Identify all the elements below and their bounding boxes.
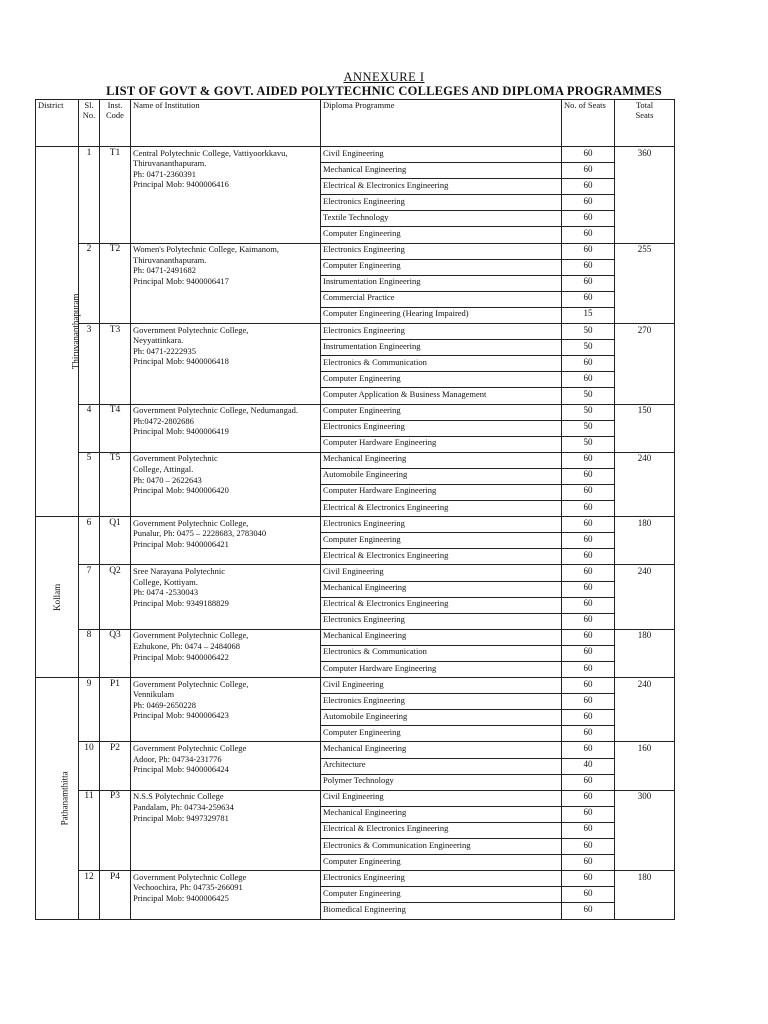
header-total-line1: Total <box>635 100 654 110</box>
programme-cell: Electronics Engineering <box>321 871 562 887</box>
inst-code-cell: T1 <box>100 147 131 244</box>
programme-cell: Civil Engineering <box>321 678 562 694</box>
sl-no-cell: 10 <box>79 742 100 790</box>
institution-cell <box>131 742 321 790</box>
programme-cell: Computer Hardware Engineering <box>321 662 562 678</box>
programme-cell: Mechanical Engineering <box>321 163 562 179</box>
programme-cell: Automobile Engineering <box>321 710 562 726</box>
inst-code-cell: T5 <box>100 452 131 516</box>
programme-cell: Computer Engineering <box>321 227 562 243</box>
institution-line: Government Polytechnic <box>133 453 218 464</box>
seats-cell: 15 <box>562 307 615 323</box>
district-name: Kollam <box>51 583 62 611</box>
institution-cell <box>131 565 321 629</box>
sl-no-cell: 2 <box>79 243 100 323</box>
programme-cell: Computer Engineering <box>321 887 562 903</box>
table-body <box>36 147 675 920</box>
seats-cell: 60 <box>562 501 615 517</box>
programme-cell: Computer Engineering <box>321 855 562 871</box>
inst-code-cell: P3 <box>100 790 131 870</box>
total-seats-cell: 160 <box>615 742 675 790</box>
institution-line: Vechoochira, Ph: 04735-266091 <box>133 882 243 893</box>
inst-code-cell: P1 <box>100 678 131 742</box>
seats-cell: 60 <box>562 597 615 613</box>
seats-cell: 60 <box>562 678 615 694</box>
programme-cell: Mechanical Engineering <box>321 629 562 645</box>
seats-cell: 60 <box>562 517 615 533</box>
header-institution: Name of Institution <box>131 100 321 147</box>
institution-line: Ph: 0469-2650228 <box>133 699 197 710</box>
institution-line: Women's Polytechnic College, Kaimanom, <box>133 244 280 255</box>
institution-line: Government Polytechnic College <box>133 742 247 753</box>
institution-line: Government Polytechnic College, <box>133 678 249 689</box>
programme-cell: Electrical & Electronics Engineering <box>321 549 562 565</box>
total-seats-cell: 180 <box>615 517 675 565</box>
seats-cell: 60 <box>562 645 615 661</box>
institution-cell <box>131 452 321 516</box>
total-seats-cell: 240 <box>615 452 675 516</box>
programme-cell: Electronics Engineering <box>321 517 562 533</box>
header-code-line1: Inst. <box>107 100 123 110</box>
programme-cell: Polymer Technology <box>321 774 562 790</box>
seats-cell: 60 <box>562 871 615 887</box>
programme-cell: Civil Engineering <box>321 790 562 806</box>
institution-line: Sree Narayana Polytechnic <box>133 565 226 576</box>
seats-cell: 60 <box>562 195 615 211</box>
programme-cell: Electronics Engineering <box>321 694 562 710</box>
total-seats-cell: 360 <box>615 147 675 244</box>
total-seats-cell: 300 <box>615 790 675 870</box>
seats-cell: 60 <box>562 163 615 179</box>
institution-line: Principal Mob: 9400006417 <box>133 275 229 286</box>
institution-line: Central Polytechnic College, Vattiyoorkkavu, <box>133 147 288 158</box>
seats-cell: 50 <box>562 388 615 404</box>
institution-line: Government Polytechnic College, <box>133 630 249 641</box>
sl-no-cell: 3 <box>79 324 100 404</box>
header-total-seats <box>615 100 675 147</box>
district-cell <box>36 147 79 517</box>
institution-cell <box>131 790 321 870</box>
institution-line: Ph: 0471-2491682 <box>133 265 197 276</box>
institution-line: Ph: 0471-2360391 <box>133 168 197 179</box>
seats-cell: 60 <box>562 291 615 307</box>
header-code-line2: Code <box>106 110 124 121</box>
programme-cell: Electrical & Electronics Engineering <box>321 501 562 517</box>
seats-cell: 60 <box>562 903 615 919</box>
institution-line: Neyyattinkara. <box>133 335 184 346</box>
header-sl-no <box>79 100 100 147</box>
programme-cell: Mechanical Engineering <box>321 806 562 822</box>
inst-code-cell: P2 <box>100 742 131 790</box>
seats-cell: 50 <box>562 324 615 340</box>
institution-line: Vennikulam <box>133 689 175 700</box>
institution-line: Government Polytechnic College <box>133 871 247 882</box>
institution-line: Principal Mob: 9349188829 <box>133 597 229 608</box>
sl-no-cell: 12 <box>79 871 100 919</box>
inst-code-cell: Q1 <box>100 517 131 565</box>
programme-cell: Electronics Engineering <box>321 243 562 259</box>
table-row <box>36 147 675 163</box>
header-sl-line2: No. <box>82 110 96 121</box>
programme-cell: Instrumentation Engineering <box>321 275 562 291</box>
programme-cell: Textile Technology <box>321 211 562 227</box>
seats-cell: 60 <box>562 581 615 597</box>
programme-cell: Electronics & Communication <box>321 356 562 372</box>
inst-code-cell: T3 <box>100 324 131 404</box>
table-row <box>36 404 675 420</box>
institution-line: Ph: 0474 -2530043 <box>133 587 199 598</box>
annexure-heading: ANNEXURE I <box>343 70 425 84</box>
table-row <box>36 790 675 806</box>
total-seats-cell: 240 <box>615 678 675 742</box>
institution-line: Ezhukone, Ph: 0474 – 2484068 <box>133 640 240 651</box>
programme-cell: Computer Hardware Engineering <box>321 436 562 452</box>
programme-cell: Computer Engineering (Hearing Impaired) <box>321 307 562 323</box>
inst-code-cell: T4 <box>100 404 131 452</box>
seats-cell: 60 <box>562 179 615 195</box>
institution-line: Ph:0472-2802686 <box>133 415 194 426</box>
seats-cell: 60 <box>562 147 615 163</box>
programme-cell: Electronics & Communication <box>321 645 562 661</box>
seats-cell: 60 <box>562 887 615 903</box>
total-seats-cell: 180 <box>615 629 675 677</box>
document-title: LIST OF GOVT & GOVT. AIDED POLYTECHNIC COLLEGES AND DIPLOMA PROGRAMMES <box>106 84 662 98</box>
seats-cell: 40 <box>562 758 615 774</box>
institution-line: Thiruvananthapuram. <box>133 254 207 265</box>
institution-line: Principal Mob: 9400006421 <box>133 538 229 549</box>
header-programme: Diploma Programme <box>321 100 562 147</box>
seats-cell: 60 <box>562 822 615 838</box>
institution-line: College, Kottiyam. <box>133 576 198 587</box>
sl-no-cell: 1 <box>79 147 100 244</box>
seats-cell: 60 <box>562 806 615 822</box>
inst-code-cell: P4 <box>100 871 131 919</box>
institution-cell <box>131 629 321 677</box>
polytechnic-table <box>35 99 675 920</box>
programme-cell: Computer Engineering <box>321 726 562 742</box>
programme-cell: Electrical & Electronics Engineering <box>321 179 562 195</box>
institution-line: Adoor, Ph: 04734-231776 <box>133 753 222 764</box>
total-seats-cell: 240 <box>615 565 675 629</box>
seats-cell: 60 <box>562 533 615 549</box>
programme-cell: Computer Engineering <box>321 259 562 275</box>
institution-line: Thiruvananthapuram. <box>133 158 207 169</box>
programme-cell: Architecture <box>321 758 562 774</box>
institution-cell <box>131 243 321 323</box>
institution-line: Ph: 0471-2222935 <box>133 345 197 356</box>
inst-code-cell: Q2 <box>100 565 131 629</box>
inst-code-cell: T2 <box>100 243 131 323</box>
institution-line: N.S.S Polytechnic College <box>133 791 224 802</box>
programme-cell: Electrical & Electronics Engineering <box>321 597 562 613</box>
seats-cell: 60 <box>562 774 615 790</box>
institution-cell <box>131 871 321 919</box>
institution-line: Government Polytechnic College, <box>133 324 249 335</box>
institution-line: Government Polytechnic College, Nedumangad. <box>133 405 298 415</box>
table-row <box>36 243 675 259</box>
seats-cell: 60 <box>562 694 615 710</box>
institution-line: Punalur, Ph: 0475 – 2228683, 2783040 <box>133 528 267 539</box>
seats-cell: 60 <box>562 710 615 726</box>
seats-cell: 60 <box>562 468 615 484</box>
header-sl-line1: Sl. <box>84 100 94 110</box>
programme-cell: Computer Engineering <box>321 372 562 388</box>
programme-cell: Commercial Practice <box>321 291 562 307</box>
seats-cell: 60 <box>562 613 615 629</box>
institution-line: Principal Mob: 9400006422 <box>133 651 229 662</box>
seats-cell: 50 <box>562 436 615 452</box>
seats-cell: 60 <box>562 484 615 500</box>
table-row <box>36 324 675 340</box>
institution-line: Principal Mob: 9497329781 <box>133 812 229 823</box>
programme-cell: Instrumentation Engineering <box>321 340 562 356</box>
sl-no-cell: 9 <box>79 678 100 742</box>
programme-cell: Mechanical Engineering <box>321 581 562 597</box>
seats-cell: 60 <box>562 243 615 259</box>
institution-line: Principal Mob: 9400006419 <box>133 426 229 437</box>
programme-cell: Electronics Engineering <box>321 613 562 629</box>
seats-cell: 50 <box>562 340 615 356</box>
institution-line: Principal Mob: 9400006425 <box>133 892 229 903</box>
seats-cell: 60 <box>562 549 615 565</box>
programme-cell: Civil Engineering <box>321 565 562 581</box>
institution-cell <box>131 147 321 244</box>
sl-no-cell: 5 <box>79 452 100 516</box>
seats-cell: 60 <box>562 790 615 806</box>
institution-line: Principal Mob: 9400006416 <box>133 179 229 190</box>
seats-cell: 60 <box>562 275 615 291</box>
seats-cell: 60 <box>562 855 615 871</box>
institution-line: Principal Mob: 9400006418 <box>133 356 229 367</box>
institution-line: Principal Mob: 9400006420 <box>133 485 229 496</box>
inst-code-cell: Q3 <box>100 629 131 677</box>
seats-cell: 50 <box>562 404 615 420</box>
programme-cell: Electronics Engineering <box>321 324 562 340</box>
programme-cell: Mechanical Engineering <box>321 452 562 468</box>
institution-line: Government Polytechnic College, <box>133 517 249 528</box>
table-row <box>36 452 675 468</box>
seats-cell: 60 <box>562 372 615 388</box>
table-row <box>36 742 675 758</box>
seats-cell: 60 <box>562 452 615 468</box>
table-row <box>36 517 675 533</box>
district-cell <box>36 678 79 919</box>
seats-cell: 60 <box>562 839 615 855</box>
sl-no-cell: 11 <box>79 790 100 870</box>
seats-cell: 60 <box>562 259 615 275</box>
seats-cell: 50 <box>562 420 615 436</box>
sl-no-cell: 4 <box>79 404 100 452</box>
institution-cell <box>131 678 321 742</box>
institution-line: Ph: 0470 – 2622643 <box>133 474 202 485</box>
total-seats-cell: 180 <box>615 871 675 919</box>
seats-cell: 60 <box>562 565 615 581</box>
programme-cell: Electronics & Communication Engineering <box>321 839 562 855</box>
institution-line: Principal Mob: 9400006423 <box>133 710 229 721</box>
programme-cell: Electronics Engineering <box>321 195 562 211</box>
header-seats: No. of Seats <box>562 100 615 147</box>
district-cell <box>36 517 79 678</box>
sl-no-cell: 8 <box>79 629 100 677</box>
header-district: District <box>36 100 79 147</box>
seats-cell: 60 <box>562 356 615 372</box>
district-name: Pathanamthitta <box>59 771 70 826</box>
programme-cell: Mechanical Engineering <box>321 742 562 758</box>
seats-cell: 60 <box>562 662 615 678</box>
sl-no-cell: 6 <box>79 517 100 565</box>
total-seats-cell: 255 <box>615 243 675 323</box>
programme-cell: Computer Engineering <box>321 404 562 420</box>
institution-cell <box>131 324 321 404</box>
header-total-line2: Seats <box>635 110 654 121</box>
seats-cell: 60 <box>562 742 615 758</box>
total-seats-cell: 150 <box>615 404 675 452</box>
programme-cell: Automobile Engineering <box>321 468 562 484</box>
table-row <box>36 678 675 694</box>
institution-line: College, Attingal. <box>133 463 194 474</box>
seats-cell: 60 <box>562 726 615 742</box>
table-row <box>36 871 675 887</box>
programme-cell: Biomedical Engineering <box>321 903 562 919</box>
seats-cell: 60 <box>562 227 615 243</box>
total-seats-cell: 270 <box>615 324 675 404</box>
programme-cell: Civil Engineering <box>321 147 562 163</box>
district-name: Thiruvananthapuram <box>70 294 81 370</box>
seats-cell: 60 <box>562 211 615 227</box>
programme-cell: Computer Application & Business Management <box>321 388 562 404</box>
programme-cell: Computer Engineering <box>321 533 562 549</box>
table-row <box>36 565 675 581</box>
institution-line: Principal Mob: 9400006424 <box>133 764 229 775</box>
table-header-row <box>36 100 675 147</box>
institution-line: Pandalam, Ph: 04734-259634 <box>133 801 234 812</box>
programme-cell: Electrical & Electronics Engineering <box>321 822 562 838</box>
institution-cell <box>131 404 321 452</box>
table-row <box>36 629 675 645</box>
institution-cell <box>131 517 321 565</box>
programme-cell: Computer Hardware Engineering <box>321 484 562 500</box>
sl-no-cell: 7 <box>79 565 100 629</box>
programme-cell: Electronics Engineering <box>321 420 562 436</box>
seats-cell: 60 <box>562 629 615 645</box>
header-inst-code <box>100 100 131 147</box>
